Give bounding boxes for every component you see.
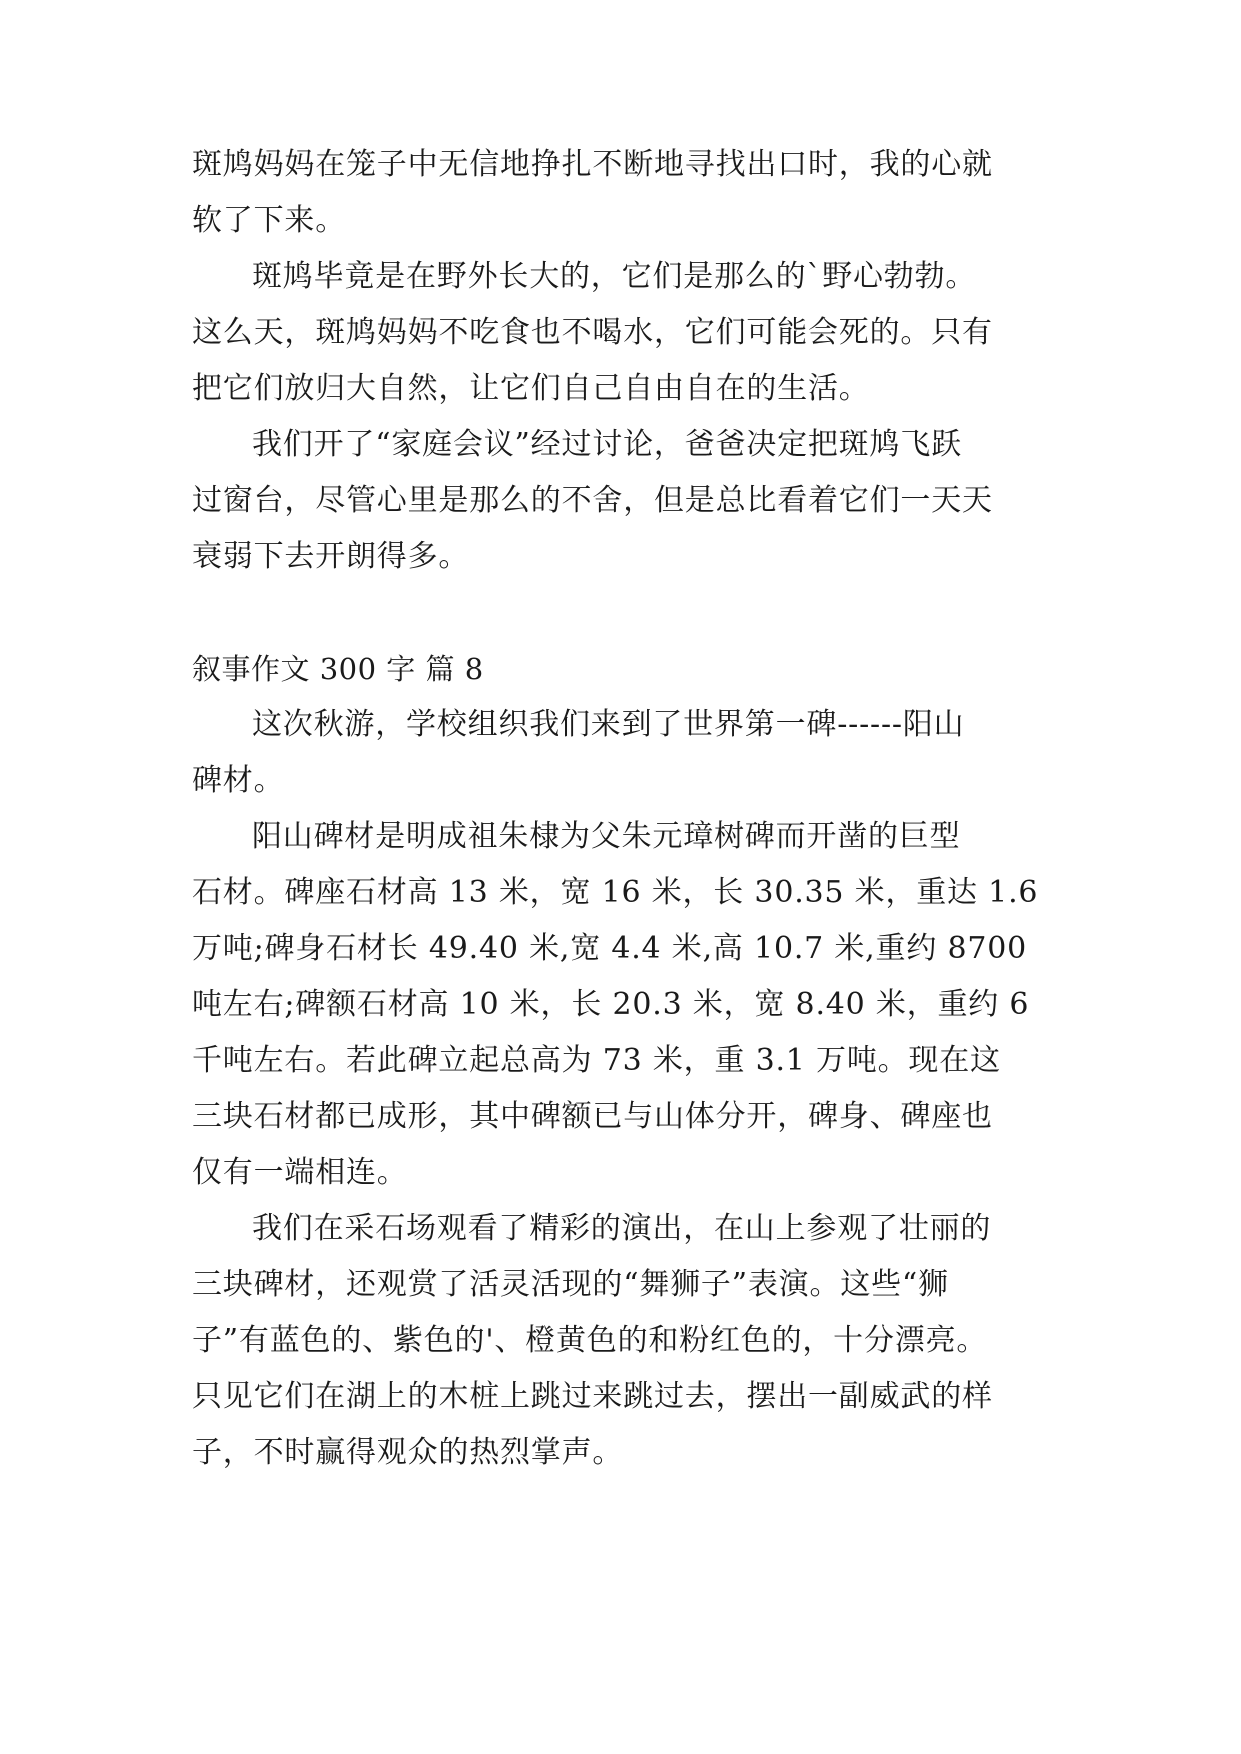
paragraph-6-line-1: 我们在采石场观看了精彩的演出，在山上参观了壮丽的	[252, 1211, 992, 1246]
paragraph-1-line-2: 软了下来。	[192, 203, 346, 238]
paragraph-5-line-3: 万吨;碑身石材长 49.40 米,宽 4.4 米,高 10.7 米,重约 8700	[192, 931, 1028, 966]
paragraph-5-line-7: 仅有一端相连。	[192, 1155, 408, 1190]
paragraph-3-line-1: 我们开了“家庭会议”经过讨论，爸爸决定把斑鸠飞跃	[252, 427, 962, 462]
paragraph-6-line-4: 只见它们在湖上的木桩上跳过来跳过去，摆出一副威武的样	[192, 1379, 993, 1414]
paragraph-6-line-3: 子”有蓝色的、紫色的'、橙黄色的和粉红色的，十分漂亮。	[192, 1323, 988, 1358]
paragraph-1-line-1: 斑鸠妈妈在笼子中无信地挣扎不断地寻找出口时，我的心就	[192, 147, 993, 182]
paragraph-5-line-6: 三块石材都已成形，其中碑额已与山体分开，碑身、碑座也	[192, 1099, 993, 1134]
paragraph-5-line-5: 千吨左右。若此碑立起总高为 73 米，重 3.1 万吨。现在这	[192, 1043, 1001, 1078]
paragraph-4-line-2: 碑材。	[192, 763, 285, 798]
paragraph-2-line-2: 这么天，斑鸠妈妈不吃食也不喝水，它们可能会死的。只有	[192, 315, 993, 350]
paragraph-5-line-2: 石材。碑座石材高 13 米，宽 16 米，长 30.35 米，重达 1.6	[192, 875, 1039, 910]
paragraph-5-line-4: 吨左右;碑额石材高 10 米，长 20.3 米，宽 8.40 米，重约 6	[192, 987, 1030, 1022]
paragraph-3-line-2: 过窗台，尽管心里是那么的不舍，但是总比看着它们一天天	[192, 483, 993, 518]
section-heading: 叙事作文 300 字 篇 8	[192, 652, 484, 686]
paragraph-5-line-1: 阳山碑材是明成祖朱棣为父朱元璋树碑而开凿的巨型	[252, 819, 961, 854]
paragraph-2-line-3: 把它们放归大自然，让它们自己自由自在的生活。	[192, 371, 870, 406]
paragraph-6-line-2: 三块碑材，还观赏了活灵活现的“舞狮子”表演。这些“狮	[192, 1267, 949, 1302]
paragraph-2-line-1: 斑鸠毕竟是在野外长大的，它们是那么的`野心勃勃。	[252, 259, 977, 294]
paragraph-3-line-3: 衰弱下去开朗得多。	[192, 539, 470, 574]
paragraph-4-line-1: 这次秋游，学校组织我们来到了世界第一碑------阳山	[252, 707, 965, 742]
paragraph-6-line-5: 子，不时赢得观众的热烈掌声。	[192, 1435, 624, 1470]
